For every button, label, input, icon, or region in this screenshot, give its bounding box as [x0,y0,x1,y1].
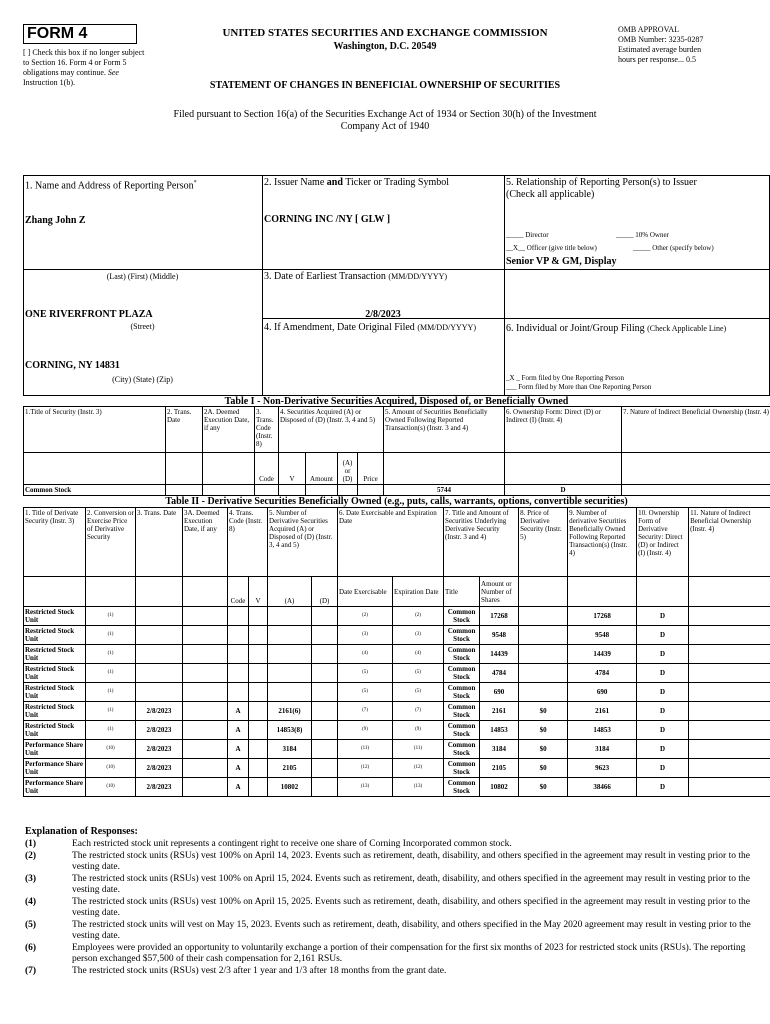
cell-conv: (10) [86,759,136,778]
t1-h-nature: 7. Nature of Indirect Beneficial Ownership (Instr. 4) [622,407,770,453]
cell-exp: (13) [393,778,444,797]
cell-owned: 9623 [568,759,637,778]
cell-form: D [637,626,689,645]
t2-h-nature: 11. Nature of Indirect Beneficial Ownership (Instr. 4) [689,508,770,577]
cell-code: A [228,759,249,778]
cell-amt: 14439 [480,645,519,664]
explanation-text: The restricted stock units (RSUs) vest 100% on April 14, 2023. Events such as retirement, death, disability, and others specified in the agreement may result in vesting prior to the vesting date. [72,851,750,872]
explanation-item [25,839,755,850]
statement-title: STATEMENT OF CHANGES IN BENEFICIAL OWNERSHIP OF SECURITIES [209,80,561,91]
cell-empty [312,702,338,721]
check-box-text[interactable]: [ ] Check this box if no longer subject to Section 16. Form 4 or Form 5 obligations may continue. [23,48,145,77]
cell-a: 14853(8) [268,721,312,740]
cell-title: Common Stock [444,664,480,683]
t2-h-exercisable: 6. Date Exercisable and Expiration Date [338,508,444,577]
cell-sec: Restricted Stock Unit [24,645,86,664]
cell-sec: Restricted Stock Unit [24,721,86,740]
cell-conv: (1) [86,664,136,683]
cell-conv: (1) [86,721,136,740]
box5-label: 5. Relationship of Reporting Person(s) to Issuer (Check all applicable) [506,177,697,200]
cell-price: $0 [519,702,568,721]
t2-h-sub-amount: Amount or Number of Shares [480,577,519,607]
cell-empty [689,740,770,759]
cell-sec: Restricted Stock Unit [24,702,86,721]
cell-amt: 2161 [480,702,519,721]
cell-code [228,664,249,683]
table-row [24,645,770,664]
table1-title: Table I - Non-Derivative Securities Acquired, Disposed of, or Beneficially Owned [224,396,569,407]
table-row [24,721,770,740]
t1-h-acquired: 4. Securities Acquired (A) or Disposed of (D) (Instr. 3, 4 and 5) [279,407,384,453]
cell-owned: 3184 [568,740,637,759]
explanation-item [25,943,755,965]
cell-owned: 2161 [568,702,637,721]
cell-price: $0 [519,778,568,797]
cell-conv: (1) [86,683,136,702]
cell-sec: Performance Share Unit [24,759,86,778]
cell-date [136,645,183,664]
filed-pursuant: Filed pursuant to Section 16(a) of the Securities Exchange Act of 1934 or Section 30(h) of the Investment Company Act of 1940 [173,109,597,132]
cell-amt: 3184 [480,740,519,759]
cell-owned: 14439 [568,645,637,664]
t2-h-sub-v: V [249,577,268,607]
cell-dex: (12) [338,759,393,778]
cell-empty [249,759,268,778]
cell-amt: 17268 [480,607,519,626]
cell-conv: (1) [86,607,136,626]
t2-h-conv: 2. Conversion or Exercise Price of Derivative Security [86,508,136,577]
cell-amt: 14853 [480,721,519,740]
cell-empty [183,759,228,778]
agency-name: UNITED STATES SECURITIES AND EXCHANGE COMMISSION [222,27,548,39]
box6-label: 6. Individual or Joint/Group Filing (Check Applicable Line) [506,323,727,334]
cell-form: D [637,778,689,797]
cell-date: 2/8/2023 [136,702,183,721]
ten-pct-owner-check[interactable]: _____ 10% Owner [616,231,669,239]
cell-owned: 14853 [568,721,637,740]
cell-code: A [228,721,249,740]
cell-date: 2/8/2023 [136,721,183,740]
cell-a [268,683,312,702]
cell-price [519,645,568,664]
cell-code: A [228,702,249,721]
t1-h-deemed: 2A. Deemed Execution Date, if any [203,407,255,453]
cell-dex: (9) [338,721,393,740]
agency-location: Washington, D.C. 20549 [333,41,437,52]
cell-empty [312,740,338,759]
explanation-item [25,920,755,942]
cell-exp: (9) [393,721,444,740]
t1-h-sub-price: Price [358,453,384,485]
cell-form: D [637,607,689,626]
street-address: ONE RIVERFRONT PLAZA [25,309,153,320]
cell-amt: 9548 [480,626,519,645]
table1 [23,406,770,496]
cell-empty [689,683,770,702]
cell-empty [183,664,228,683]
cell-empty [183,683,228,702]
cell-form: D [637,645,689,664]
cell-code [228,645,249,664]
cell-owned: 38466 [568,778,637,797]
cell-empty [249,683,268,702]
explanation-num: (3) [25,874,37,884]
city-caption: (City) (State) (Zip) [112,375,173,384]
cell-dex: (5) [338,664,393,683]
cell-title: Common Stock [444,645,480,664]
t1-row-form: D [505,485,622,496]
explanation-num: (2) [25,851,37,861]
cell-exp: (2) [393,607,444,626]
omb-burden: Estimated average burden [618,45,702,54]
cell-empty [689,721,770,740]
cell-dex: (3) [338,626,393,645]
table-row [24,778,770,797]
cell-conv: (1) [86,626,136,645]
t1-h-owned: 5. Amount of Securities Beneficially Owned Following Reported Transaction(s) (Instr. 3 and 4) [384,407,505,453]
table-row [24,740,770,759]
cell-empty [183,607,228,626]
t2-h-price: 8. Price of Derivative Security (Instr. 5) [519,508,568,577]
omb-approval-title: OMB APPROVAL [618,25,679,34]
table-row [24,759,770,778]
cell-empty [312,778,338,797]
t1-h-form: 6. Ownership Form: Direct (D) or Indirect (I) (Instr. 4) [505,407,622,453]
t1-row-owned: 5744 [384,485,505,496]
table-row [24,702,770,721]
cell-amt: 2105 [480,759,519,778]
cell-form: D [637,683,689,702]
box2-label: 2. Issuer Name and Ticker or Trading Symbol [264,177,450,188]
cell-owned: 17268 [568,607,637,626]
cell-empty [312,721,338,740]
cell-title: Common Stock [444,626,480,645]
cell-date [136,607,183,626]
explanation-text: The restricted stock units (RSUs) vest 100% on April 15, 2024. Events such as retirement, death, disability, and others specified in the agreement may result in vesting prior to the vesting date. [72,874,750,895]
t2-h-number: 5. Number of Derivative Securities Acquired (A) or Disposed of (D) (Instr. 3, 4 and 5) [268,508,338,577]
t2-h-date: 3. Trans. Date [136,508,183,577]
explanation-section [25,826,755,977]
cell-exp: (4) [393,645,444,664]
one-person-check[interactable]: _X _ Form filed by One Reporting Person [506,374,625,382]
cell-price: $0 [519,721,568,740]
t2-h-sub-exp: Expiration Date [393,577,444,607]
t2-h-title: 1. Title of Derivate Security (Instr. 3) [24,508,86,577]
explanation-item [25,851,755,873]
cell-dex: (2) [338,607,393,626]
t1-h-sub-v: V [279,453,306,485]
t1-h-sub-code: Code [255,453,279,485]
cell-code: A [228,740,249,759]
cell-exp: (5) [393,664,444,683]
cell-conv: (1) [86,645,136,664]
t1-h-title: 1.Title of Security (Instr. 3) [24,407,166,453]
cell-price [519,607,568,626]
check-box-see: See [107,68,119,77]
more-person-check[interactable]: ___ Form filed by More than One Reporting Person [506,383,652,391]
explanation-heading: Explanation of Responses: [25,826,138,837]
cell-code [228,683,249,702]
box3-label: 3. Date of Earliest Transaction (MM/DD/YYYY) [264,271,448,282]
cell-date: 2/8/2023 [136,740,183,759]
explanation-text: Employees were provided an opportunity to voluntarily exchange a portion of their compensation for the first six months of 2023 for restricted stock units (RSUs). The reporting person exchanged $57,500 of their cash compensation for 2,161 RSUs. [72,943,746,964]
explanation-num: (7) [25,966,37,976]
form-title: FORM 4 [27,25,88,42]
cell-empty [689,664,770,683]
cell-title: Common Stock [444,759,480,778]
cell-empty [249,740,268,759]
cell-empty [312,683,338,702]
table-row [24,664,770,683]
cell-empty [249,664,268,683]
cell-sec: Performance Share Unit [24,740,86,759]
cell-conv: (1) [86,702,136,721]
t1-row-security: Common Stock [24,485,166,496]
explanation-text: The restricted stock units will vest on May 15, 2023. Events such as retirement, death, disability, and others specified in the May 2020 agreement may result in vesting prior to the vesting date. [72,920,751,941]
explanation-item [25,874,755,896]
cell-date [136,664,183,683]
cell-title: Common Stock [444,721,480,740]
cell-form: D [637,702,689,721]
cell-empty [249,702,268,721]
cell-empty [183,721,228,740]
cell-empty [312,645,338,664]
cell-price [519,626,568,645]
cell-empty [689,778,770,797]
street-caption: (Street) [130,322,155,331]
cell-empty [249,645,268,664]
cell-dex: (4) [338,645,393,664]
cell-exp: (7) [393,702,444,721]
cell-price [519,664,568,683]
cell-a [268,645,312,664]
cell-sec: Performance Share Unit [24,778,86,797]
cell-empty [312,759,338,778]
explanation-item [25,966,755,977]
cell-a: 2161(6) [268,702,312,721]
cell-sec: Restricted Stock Unit [24,607,86,626]
form-title-box [23,24,137,44]
cell-code [228,607,249,626]
cell-sec: Restricted Stock Unit [24,664,86,683]
cell-owned: 4784 [568,664,637,683]
cell-sec: Restricted Stock Unit [24,626,86,645]
cell-empty [183,740,228,759]
t1-h-date: 2. Trans. Date [166,407,203,453]
box4-label: 4. If Amendment, Date Original Filed (MM/DD/YYYY) [264,322,476,333]
cell-empty [249,778,268,797]
cell-empty [183,645,228,664]
cell-empty [312,607,338,626]
check-box-instr: Instruction 1(b). [23,78,75,87]
t1-h-sub-aord: (A) or (D) [338,453,358,485]
omb-number: OMB Number: 3235-0287 [618,35,704,44]
director-check[interactable]: _____ Director [506,231,549,239]
cell-empty [249,626,268,645]
explanation-text: Each restricted stock unit represents a contingent right to receive one share of Corning Incorporated common stock. [72,839,512,849]
explanation-num: (6) [25,943,37,953]
earliest-transaction-date: 2/8/2023 [365,309,401,320]
cell-a: 10802 [268,778,312,797]
cell-empty [249,607,268,626]
cell-a [268,607,312,626]
omb-approval [618,25,768,65]
t2-h-deemed: 3A. Deemed Execution Date, if any [183,508,228,577]
cell-empty [183,778,228,797]
cell-exp: (5) [393,683,444,702]
cell-empty [312,664,338,683]
cell-date: 2/8/2023 [136,759,183,778]
t2-h-owned: 9. Number of derivative Securities Beneficially Owned Following Reported Transaction(s) (Instr. 4) [568,508,637,577]
cell-exp: (11) [393,740,444,759]
cell-empty [689,645,770,664]
cell-code [228,626,249,645]
cell-form: D [637,664,689,683]
issuer-name: CORNING INC /NY [ GLW ] [264,214,391,225]
cell-a: 3184 [268,740,312,759]
cell-empty [312,626,338,645]
cell-empty [689,626,770,645]
cell-dex: (5) [338,683,393,702]
officer-title: Senior VP & GM, Display [506,256,617,267]
reporting-frame [23,175,770,396]
t2-h-underlying: 7. Title and Amount of Securities Underlying Derivative Security (Instr. 3 and 4) [444,508,519,577]
cell-exp: (12) [393,759,444,778]
cell-date [136,683,183,702]
cell-empty [249,721,268,740]
table2 [23,507,770,797]
cell-date: 2/8/2023 [136,778,183,797]
cell-code: A [228,778,249,797]
table2-title: Table II - Derivative Securities Beneficially Owned (e.g., puts, calls, warrants, options, convertible securities) [165,496,628,507]
omb-hours: hours per response... 0.5 [618,55,696,64]
cell-empty [689,607,770,626]
cell-empty [183,702,228,721]
box1-label: 1. Name and Address of Reporting Person* [25,180,197,192]
cell-price: $0 [519,740,568,759]
t2-h-form: 10. Ownership Form of Derivative Security: Direct (D) or Indirect (I) (Instr. 4) [637,508,689,577]
cell-title: Common Stock [444,778,480,797]
t1-h-code: 3. Trans. Code (Instr. 8) [255,407,279,453]
cell-form: D [637,721,689,740]
cell-form: D [637,740,689,759]
cell-empty [689,702,770,721]
check-box-note [23,48,151,88]
name-caption: (Last) (First) (Middle) [106,272,179,281]
cell-price: $0 [519,759,568,778]
explanation-text: The restricted stock units (RSUs) vest 2/3 after 1 year and 1/3 after 18 months from the grant date. [72,966,447,976]
cell-a: 2105 [268,759,312,778]
cell-conv: (10) [86,740,136,759]
cell-dex: (13) [338,778,393,797]
cell-dex: (7) [338,702,393,721]
cell-empty [689,759,770,778]
cell-amt: 4784 [480,664,519,683]
table-row [24,626,770,645]
explanation-item [25,897,755,919]
t2-h-sub-title: Title [444,577,480,607]
table-row [24,683,770,702]
cell-conv: (10) [86,778,136,797]
cell-a [268,664,312,683]
t2-h-sub-code: Code [228,577,249,607]
cell-date [136,626,183,645]
explanation-text: The restricted stock units (RSUs) vest 100% on April 15, 2025. Events such as retirement, death, disability, and others specified in the agreement may result in vesting prior to the vesting date. [72,897,750,918]
explanation-num: (4) [25,897,37,907]
city-state-zip: CORNING, NY 14831 [25,360,120,371]
cell-a [268,626,312,645]
cell-dex: (11) [338,740,393,759]
cell-amt: 10802 [480,778,519,797]
explanation-num: (1) [25,839,37,849]
t2-h-sub-d: (D) [312,577,338,607]
t2-h-code: 4. Trans. Code (Instr. 8) [228,508,268,577]
cell-title: Common Stock [444,683,480,702]
cell-owned: 9548 [568,626,637,645]
cell-price [519,683,568,702]
cell-title: Common Stock [444,740,480,759]
cell-owned: 690 [568,683,637,702]
cell-sec: Restricted Stock Unit [24,683,86,702]
cell-title: Common Stock [444,607,480,626]
reporting-person-name: Zhang John Z [25,215,86,226]
cell-amt: 690 [480,683,519,702]
t2-h-sub-date-ex: Date Exercisable [338,577,393,607]
t2-h-sub-a: (A) [268,577,312,607]
cell-exp: (3) [393,626,444,645]
officer-check[interactable]: __X__ Officer (give title below) [506,244,597,252]
cell-empty [183,626,228,645]
explanation-num: (5) [25,920,37,930]
cell-form: D [637,759,689,778]
cell-title: Common Stock [444,702,480,721]
other-check[interactable]: _____ Other (specify below) [633,244,714,252]
t1-h-sub-amount: Amount [306,453,338,485]
table-row [24,607,770,626]
